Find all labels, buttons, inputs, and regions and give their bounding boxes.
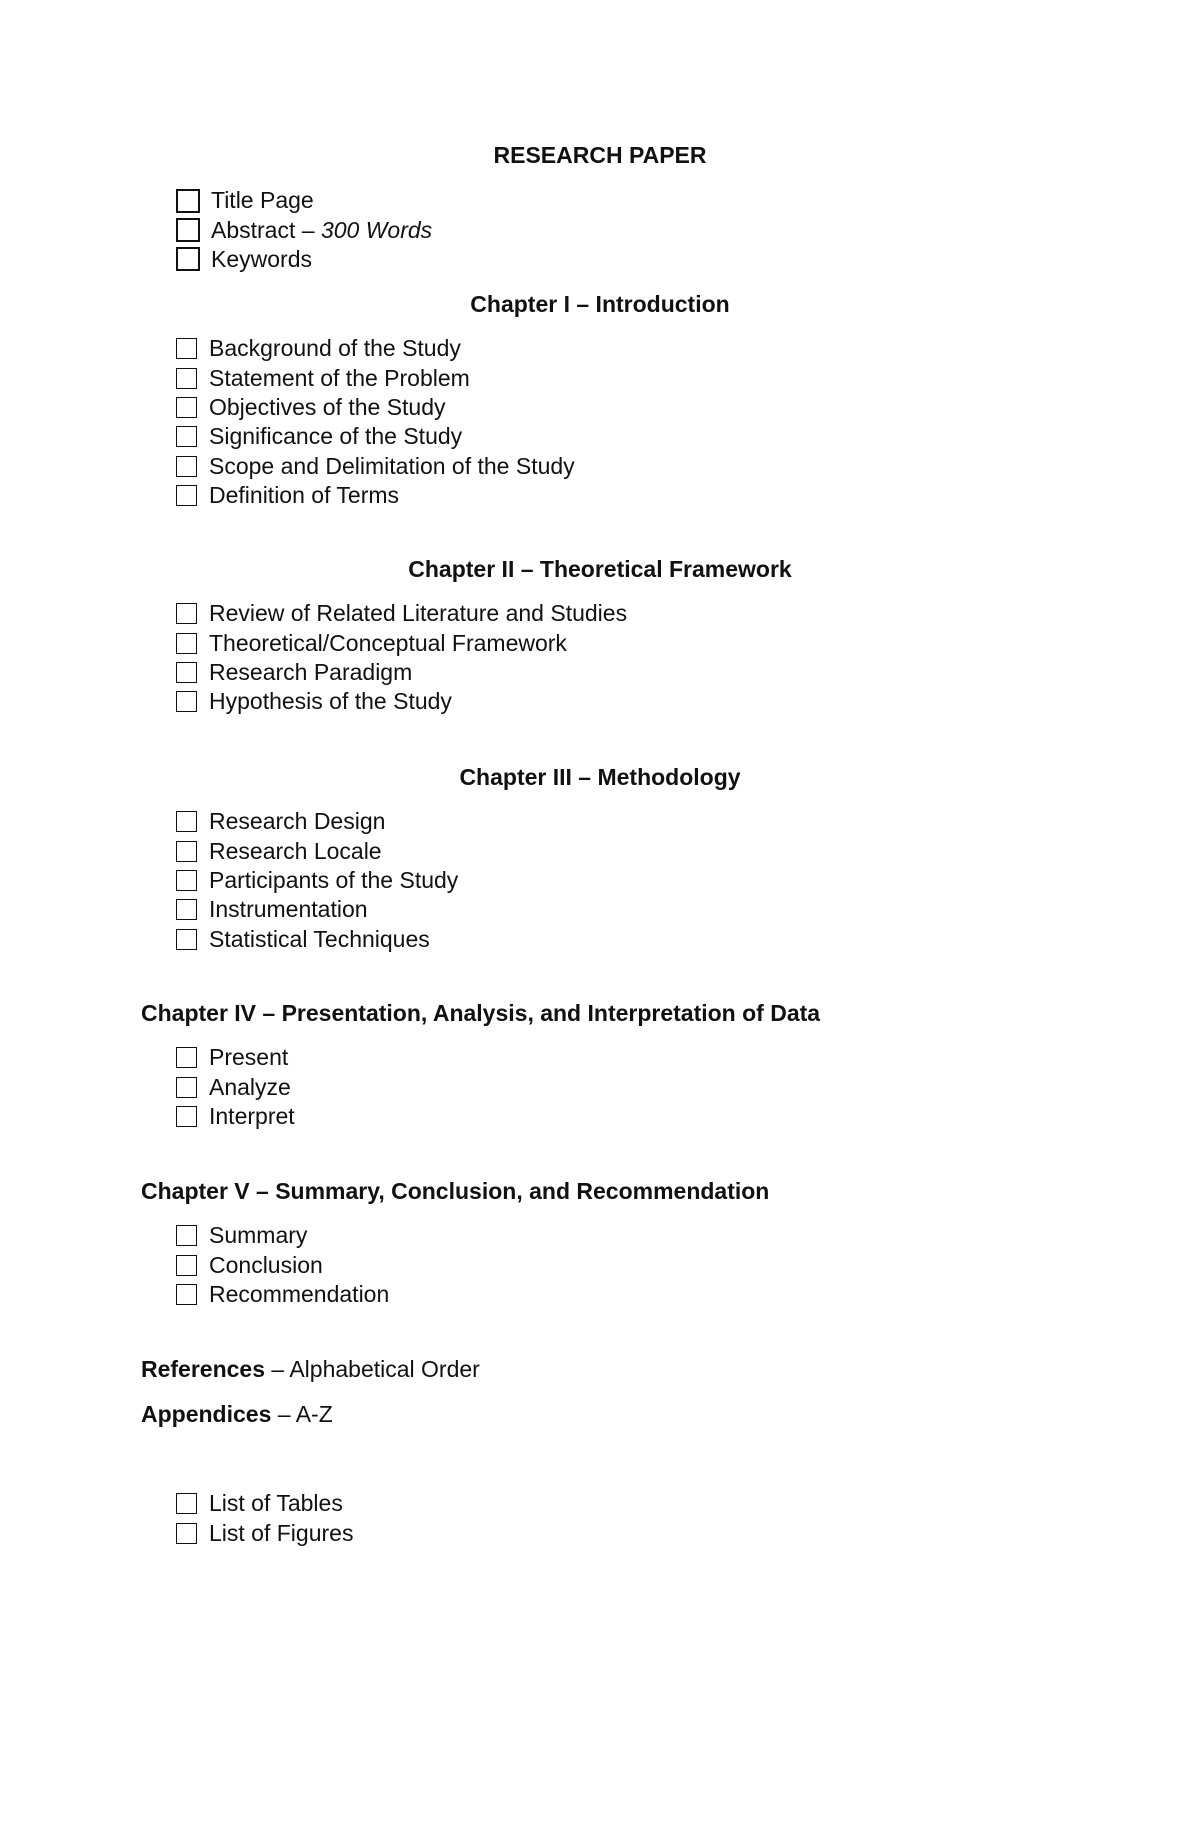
checklist-item-label: Interpret — [209, 1102, 295, 1129]
list-item — [176, 1489, 353, 1518]
list-item — [176, 393, 575, 422]
checkbox[interactable] — [176, 662, 197, 683]
checklist-item-label: Participants of the Study — [209, 866, 459, 893]
references-line — [141, 1355, 480, 1383]
checkbox[interactable] — [176, 811, 197, 832]
checklist-item-title-page — [176, 186, 432, 215]
checkbox[interactable] — [176, 338, 197, 359]
checkbox[interactable] — [176, 691, 197, 712]
list-item — [176, 1518, 353, 1547]
checklist-item-label: Recommendation — [209, 1280, 390, 1307]
checklist-item-label: Significance of the Study — [209, 423, 463, 450]
list-item — [176, 1250, 389, 1279]
references-label: References — [141, 1356, 266, 1382]
list-item — [176, 481, 575, 510]
list-item — [176, 1043, 295, 1072]
checkbox[interactable] — [176, 1077, 197, 1098]
list-item — [176, 836, 458, 865]
appendices-line — [141, 1400, 333, 1428]
list-item — [176, 1072, 295, 1101]
checklist-item-label: List of Figures — [209, 1519, 354, 1546]
checkbox[interactable] — [176, 899, 197, 920]
list-item — [176, 599, 627, 628]
checkbox[interactable] — [176, 189, 200, 213]
checklist-item-label: Hypothesis of the Study — [209, 688, 452, 715]
checklist-item-label: Research Paradigm — [209, 658, 413, 685]
checkbox[interactable] — [176, 397, 197, 418]
chapter-1-checklist — [176, 334, 575, 510]
checklist-item-label: Statistical Techniques — [209, 925, 430, 952]
checklist-item-label: Statement of the Problem — [209, 364, 470, 391]
checkbox[interactable] — [176, 368, 197, 389]
document-title: RESEARCH PAPER — [493, 142, 707, 168]
list-item — [176, 628, 627, 657]
checkbox[interactable] — [176, 870, 197, 891]
checkbox[interactable] — [176, 603, 197, 624]
checklist-item-label: Review of Related Literature and Studies — [209, 600, 628, 627]
checklist-item-label: Summary — [209, 1222, 308, 1249]
list-item — [176, 1102, 295, 1131]
checklist-item-label: Title Page — [211, 187, 314, 214]
checkbox[interactable] — [176, 841, 197, 862]
list-item — [176, 363, 575, 392]
checklist-item-label: Objectives of the Study — [209, 393, 446, 420]
checkbox[interactable] — [176, 426, 197, 447]
chapter-3-heading: Chapter III – Methodology — [459, 764, 741, 790]
chapter-5-heading: Chapter V – Summary, Conclusion, and Recommendation — [141, 1178, 770, 1204]
separator: – — [271, 1401, 296, 1427]
list-item — [176, 807, 458, 836]
lists-checklist — [176, 1489, 353, 1548]
chapter-2-checklist — [176, 599, 627, 717]
checklist-item-label: Scope and Delimitation of the Study — [209, 452, 575, 479]
checkbox[interactable] — [176, 1225, 197, 1246]
checkbox[interactable] — [176, 247, 200, 271]
checkbox[interactable] — [176, 929, 197, 950]
checklist-item-label: Research Locale — [209, 837, 382, 864]
abstract-word-limit: 300 Words — [320, 216, 433, 243]
list-item — [176, 658, 627, 687]
checkbox[interactable] — [176, 1523, 197, 1544]
checklist-item-label: Keywords — [211, 245, 312, 272]
list-item — [176, 1221, 389, 1250]
references-order: Alphabetical Order — [289, 1356, 480, 1382]
checkbox[interactable] — [176, 1255, 197, 1276]
checklist-item-label: Conclusion — [209, 1251, 323, 1278]
separator: – — [295, 216, 321, 243]
appendices-range: A-Z — [295, 1401, 333, 1427]
checkbox[interactable] — [176, 1047, 197, 1068]
checkbox[interactable] — [176, 456, 197, 477]
list-item — [176, 687, 627, 716]
chapter-1-heading: Chapter I – Introduction — [470, 291, 730, 317]
chapter-2-heading: Chapter II – Theoretical Framework — [408, 556, 792, 582]
checklist-item-label: List of Tables — [209, 1490, 343, 1517]
separator: – — [265, 1356, 290, 1382]
checklist-item-label: Theoretical/Conceptual Framework — [209, 629, 567, 656]
front-matter-checklist — [176, 186, 432, 274]
checklist-item-label: Research Design — [209, 808, 386, 835]
checklist-item-abstract — [176, 215, 432, 244]
list-item — [176, 452, 575, 481]
checkbox[interactable] — [176, 633, 197, 654]
list-item — [176, 895, 458, 924]
checkbox[interactable] — [176, 485, 197, 506]
checklist-item-label: Background of the Study — [209, 335, 461, 362]
chapter-4-heading: Chapter IV – Presentation, Analysis, and Interpretation of Data — [141, 1000, 821, 1026]
checklist-item-label: Present — [209, 1044, 289, 1071]
chapter-5-checklist — [176, 1221, 389, 1309]
checklist-item-label: Analyze — [209, 1073, 291, 1100]
chapter-4-checklist — [176, 1043, 295, 1131]
checklist-item-label: Definition of Terms — [209, 482, 400, 509]
list-item — [176, 925, 458, 954]
checkbox[interactable] — [176, 1106, 197, 1127]
list-item — [176, 866, 458, 895]
checkbox[interactable] — [176, 218, 200, 242]
checkbox[interactable] — [176, 1493, 197, 1514]
list-item — [176, 1280, 389, 1309]
list-item — [176, 422, 575, 451]
checklist-item-label: Instrumentation — [209, 896, 368, 923]
chapter-3-checklist — [176, 807, 458, 954]
appendices-label: Appendices — [141, 1401, 272, 1427]
checkbox[interactable] — [176, 1284, 197, 1305]
checklist-item-keywords — [176, 245, 432, 274]
checklist-item-label: Abstract — [211, 216, 296, 243]
list-item — [176, 334, 575, 363]
